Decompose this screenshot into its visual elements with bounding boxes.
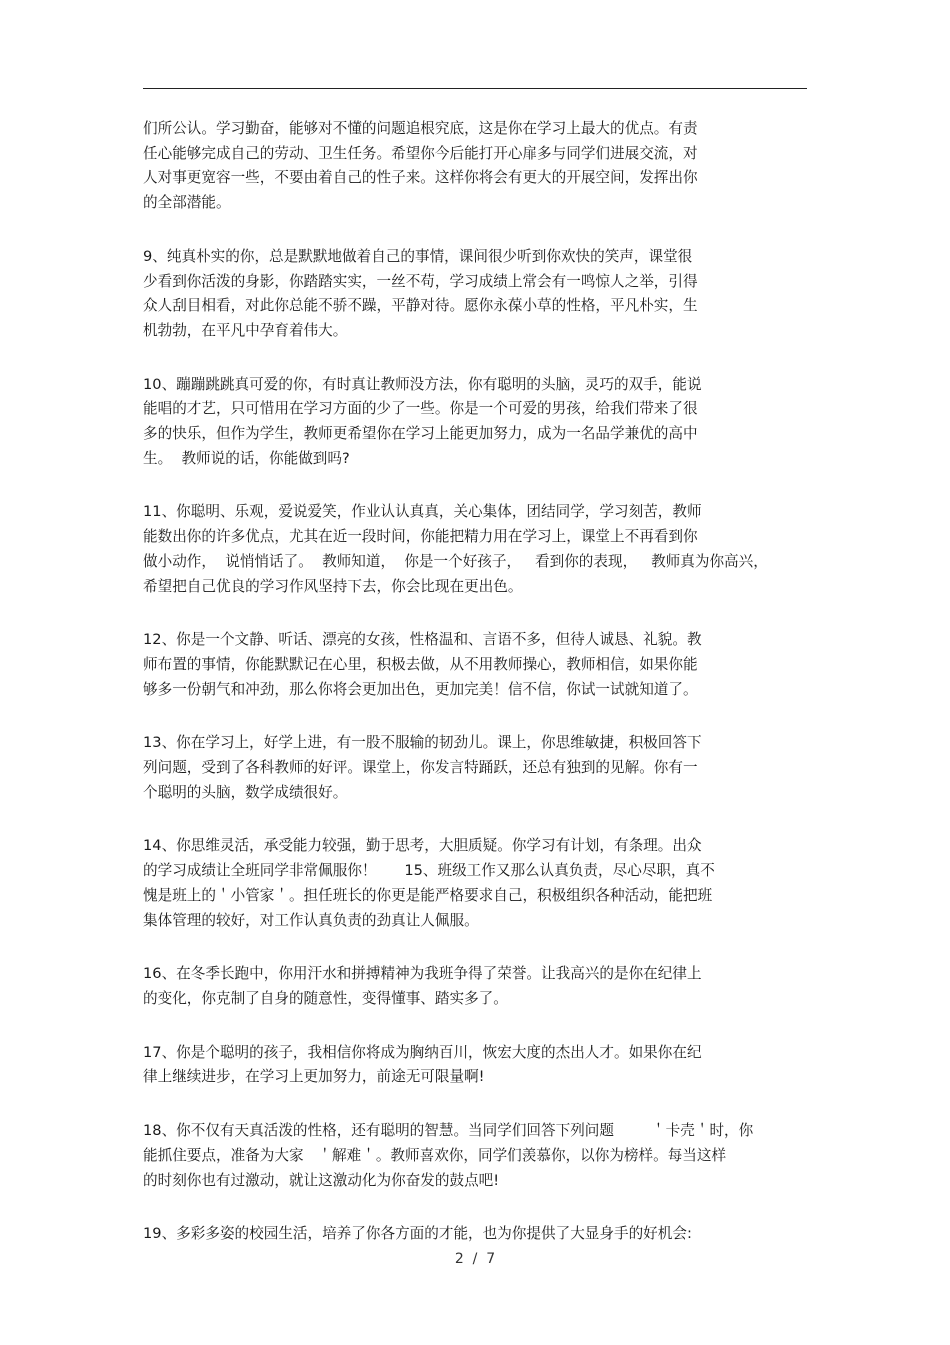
text-line: 任心能够完成自己的劳动、卫生任务。希望你今后能打开心扉多与同学们进展交流，对 bbox=[143, 144, 698, 162]
text-line: 14、你思维灵活，承受能力较强，勤于思考，大胆质疑。你学习有计划，有条理。出众 bbox=[143, 837, 702, 855]
paragraph bbox=[143, 1222, 808, 1247]
page-number: 2 / 7 bbox=[454, 1251, 496, 1267]
text-line: 的变化，你克制了自身的随意性，变得懂事、踏实多了。 bbox=[143, 989, 508, 1007]
text-line: 多的快乐，但作为学生，教师更希望你在学习上能更加努力，成为一名品学兼优的高中 bbox=[143, 425, 698, 443]
text-line: 机勃勃，在平凡中孕育着伟大。 bbox=[143, 321, 348, 339]
text-line: 众人刮目相看，对此你总能不骄不躁，平静对待。愿你永葆小草的性格，平凡朴实，生 bbox=[143, 297, 698, 315]
text-line: 的全部潜能。 bbox=[143, 194, 231, 212]
text-line: 列问题，受到了各科教师的好评。课堂上，你发言特踊跃，还总有独到的见解。你有一 bbox=[143, 759, 698, 777]
text-line: 19、多彩多姿的校园生活，培养了你各方面的才能，也为你提供了大显身手的好机会: bbox=[143, 1225, 692, 1243]
text-line: 生。 教师说的话，你能做到吗? bbox=[143, 449, 350, 467]
text-line: 的时刻你也有过激动，就让这激动化为你奋发的鼓点吧! bbox=[143, 1171, 500, 1189]
paragraph bbox=[143, 962, 808, 1011]
paragraph bbox=[143, 731, 808, 805]
paragraph bbox=[143, 834, 808, 933]
document-body bbox=[143, 117, 808, 1276]
text-line: 愧是班上的＇小管家＇。担任班长的你更是能严格要求自己，积极组织各种活动，能把班 bbox=[143, 886, 713, 904]
text-line: 12、你是一个文静、听话、漂亮的女孩，性格温和、言语不多，但待人诚恳、礼貌。教 bbox=[143, 631, 702, 649]
text-line: 做小动作， 说悄悄话了。 教师知道， 你是一个好孩子， 看到你的表现， 教师真为你高兴， bbox=[143, 552, 768, 570]
text-line: 能唱的才艺，只可惜用在学习方面的少了一些。你是一个可爱的男孩，给我们带来了很 bbox=[143, 400, 698, 418]
text-line: 够多一份朝气和冲劲，那么你将会更加出色，更加完美！信不信，你试一试就知道了。 bbox=[143, 680, 698, 698]
text-line: 13、你在学习上，好学上进，有一股不服输的韧劲儿。课上，你思维敏捷，积极回答下 bbox=[143, 734, 702, 752]
text-line: 11、你聪明、乐观，爱说爱笑，作业认认真真，关心集体，团结同学，学习刻苦，教师 bbox=[143, 503, 702, 521]
paragraph bbox=[143, 500, 808, 599]
paragraph bbox=[143, 1041, 808, 1090]
text-line: 能抓住要点，准备为大家 ＇解难＇。教师喜欢你，同学们羡慕你，以你为榜样。每当这样 bbox=[143, 1146, 727, 1164]
text-line: 人对事更宽容一些，不要由着自己的性子来。这样你将会有更大的开展空间，发挥出你 bbox=[143, 169, 698, 187]
text-line: 希望把自己优良的学习作风坚持下去，你会比现在更出色。 bbox=[143, 577, 523, 595]
paragraph bbox=[143, 245, 808, 344]
text-line: 个聪明的头脑，数学成绩很好。 bbox=[143, 783, 348, 801]
paragraph bbox=[143, 117, 808, 216]
text-line: 9、纯真朴实的你，总是默默地做着自己的事情，课间很少听到你欢快的笑声，课堂很 bbox=[143, 247, 693, 265]
paragraph bbox=[143, 628, 808, 702]
paragraph bbox=[143, 1119, 808, 1193]
text-line: 18、你不仅有天真活泼的性格，还有聪明的智慧。当同学们回答下列问题 ＇卡壳＇时，你 bbox=[143, 1122, 754, 1140]
text-line: 能数出你的许多优点，尤其在近一段时间，你能把精力用在学习上，课堂上不再看到你 bbox=[143, 528, 698, 546]
text-line: 17、你是个聪明的孩子，我相信你将成为胸纳百川，恢宏大度的杰出人才。如果你在纪 bbox=[143, 1043, 702, 1061]
text-line: 的学习成绩让全班同学非常佩服你！ 15、班级工作又那么认真负责，尽心尽职，真不 bbox=[143, 862, 715, 880]
text-line: 集体管理的较好，对工作认真负责的劲真让人佩服。 bbox=[143, 911, 479, 929]
paragraph bbox=[143, 373, 808, 472]
text-line: 师布置的事情，你能默默记在心里，积极去做，从不用教师操心，教师相信，如果你能 bbox=[143, 655, 698, 673]
header-rule bbox=[143, 88, 807, 89]
text-line: 们所公认。学习勤奋，能够对不懂的问题追根究底，这是你在学习上最大的优点。有责 bbox=[143, 120, 698, 137]
text-line: 16、在冬季长跑中，你用汗水和拼搏精神为我班争得了荣誉。让我高兴的是你在纪律上 bbox=[143, 965, 702, 983]
text-line: 少看到你活泼的身影，你踏踏实实，一丝不苟，学习成绩上常会有一鸣惊人之举，引得 bbox=[143, 272, 698, 290]
text-line: 律上继续进步，在学习上更加努力，前途无可限量啊! bbox=[143, 1068, 485, 1086]
text-line: 10、蹦蹦跳跳真可爱的你，有时真让教师没方法，你有聪明的头脑，灵巧的双手，能说 bbox=[143, 375, 702, 393]
